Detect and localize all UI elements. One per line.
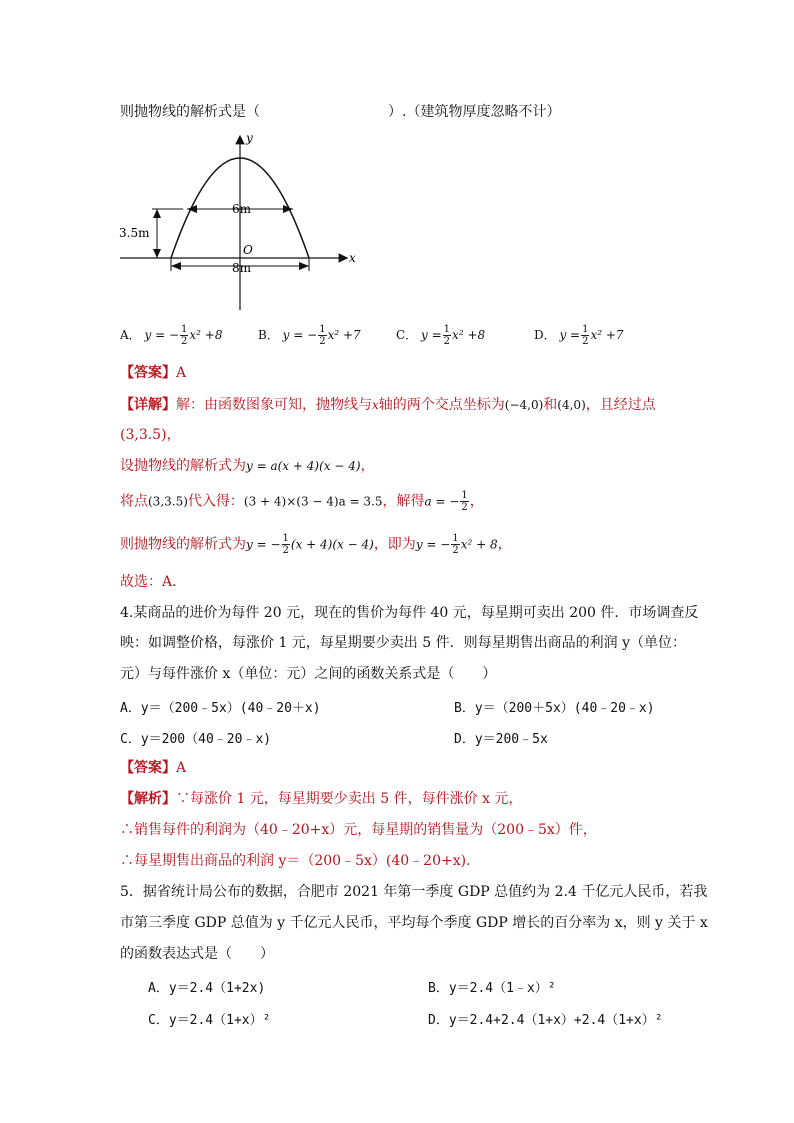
q4-answer: 【答案】A [120,760,187,776]
q5-stem-line-3: 的函数表达式是（ ） [120,946,274,962]
detail-line-2: (3,3.5)， [120,427,181,443]
q4-option-b[interactable]: B．y＝（200＋5x）(40﹣20﹣x) [454,701,655,716]
answer: 【答案】A [120,365,187,381]
stem-prefix: 则抛物线的解析式是（ [120,104,260,120]
top-width-label: 6m [232,202,252,216]
q4-option-c[interactable]: C．y＝200（40﹣20﹣x) [120,732,272,747]
q5-option-c[interactable]: C．y＝2.4（1+x）² [148,1013,271,1028]
q4-analysis-3: ∴每星期售出商品的利润 y＝（200﹣5x）(40﹣20+x). [120,853,471,869]
detail-line-4: 将点(3,3.5)代入得：(3 + 4)×(3 − 4)a = 3.5，解得a = − $\frac{1}{2}$ ， [120,490,484,513]
conclusion: 故选：A． [120,574,187,590]
detail-line-3: 设抛物线的解析式为y = a(x + 4)(x − 4)， [120,458,375,474]
q5-option-d[interactable]: D．y＝2.4+2.4（1+x）+2.4（1+x）² [428,1013,663,1028]
q4-analysis-2: ∴销售每件的利润为（40﹣20+x）元，每星期的销售量为（200﹣5x）件， [120,822,597,838]
q5-stem-line-2: 市第三季度 GDP 总值为 y 千亿元人民币，平均每个季度 GDP 增长的百分率为 x，则 y 关于 x [120,915,708,931]
q4-stem-line-2: 映：如调整价格，每涨价 1 元，每星期要少卖出 5 件．则每星期售出商品的利润 y（单位： [120,635,686,651]
y-axis-label: y [246,131,253,145]
option-c[interactable]: C． y = $\frac{1}{2}$ x² +8 [396,324,486,347]
height-label: 3.5m [119,226,150,240]
stem-suffix: ）.（建筑物厚度忽略不计） [388,104,561,120]
option-d[interactable]: D． y = $\frac{1}{2}$ x² +7 [534,324,624,347]
q5-stem-line-1: 5．据省统计局公布的数据，合肥市 2021 年第一季度 GDP 总值约为 2.4 千亿元人民币，若我 [120,884,708,900]
base-width-label: 8m [232,261,252,275]
q5-option-b[interactable]: B．y＝2.4（1﹣x）² [428,981,556,996]
q4-stem-line-1: 4.某商品的进价为每件 20 元，现在的售价为每件 40 元，每星期可卖出 200 件．市场调查反 [120,605,699,621]
option-b[interactable]: B． y = − $\frac{1}{2}$ x² +7 [258,324,361,347]
q5-option-a[interactable]: A．y＝2.4（1+2x) [148,981,266,996]
parabola-figure [115,128,365,313]
detail-line-1: 【详解】解：由函数图象可知，抛物线与x轴的两个交点坐标为(−4,0)和(4,0)，且经过点 [120,397,656,413]
origin-label: O [243,243,253,257]
question-stem [120,102,560,122]
q4-option-a[interactable]: A．y＝（200﹣5x）(40﹣20＋x) [120,701,321,716]
q4-analysis-1: 【解析】∵每涨价 1 元，每星期要少卖出 5 件，每件涨价 x 元， [120,791,523,807]
x-axis-label: x [349,251,356,265]
q4-stem-line-3: 元）与每件涨价 x（单位：元）之间的函数关系式是（ ） [120,666,497,682]
detail-line-5: 则抛物线的解析式为y = − $\frac{1}{2}$ (x + 4)(x − 4)，即为y = − $\frac{1}{2}$ x² + 8， [120,533,512,556]
q4-option-d[interactable]: D．y＝200﹣5x [454,732,548,747]
option-a[interactable]: A． y = − $\frac{1}{2}$ x² +8 [120,324,223,347]
